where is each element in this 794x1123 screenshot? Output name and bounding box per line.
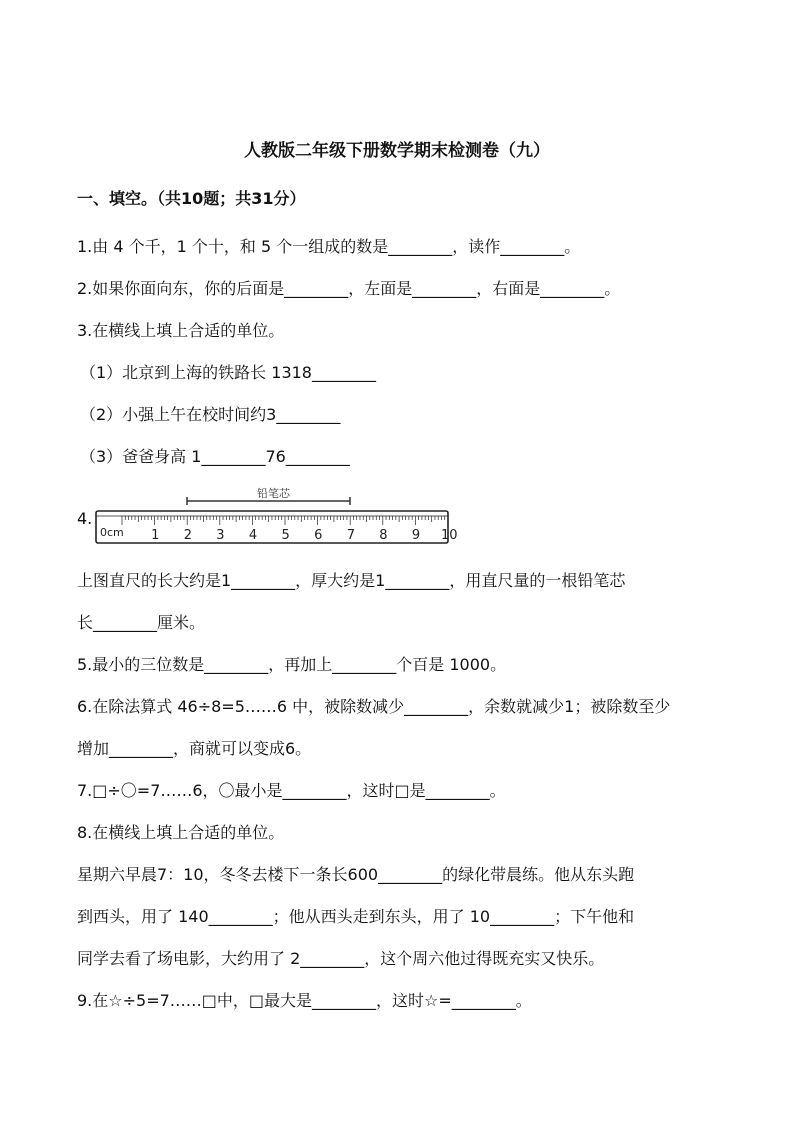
ruler-tick-label: 9 [411, 528, 421, 543]
ruler-illustration [92, 485, 472, 555]
ruler-tick-label: 6 [314, 528, 323, 543]
question-8-line-1: 星期六早晨7：10，冬冬去楼下一条长600________的绿化带晨练。他从东头跑 [77, 865, 635, 884]
question-4-number: 4. [77, 509, 93, 528]
question-4-text-2: 长________厘米。 [77, 613, 206, 632]
question-8-line-3: 同学去看了场电影，大约用了 2________，这个周六他过得既充实又快乐。 [77, 949, 605, 968]
ruler-tick-label: 1 [151, 528, 160, 543]
question-7: 7.□÷〇=7……6，〇最小是________，这时□是________。 [77, 781, 506, 800]
question-3-part-2: （2）小强上午在校时间约3________ [80, 405, 341, 424]
question-5: 5.最小的三位数是________，再加上________个百是 1000。 [77, 655, 507, 674]
question-6-line-1: 6.在除法算式 46÷8=5……6 中，被除数减少________，余数就减少1；被除数至少 [77, 697, 671, 716]
ruler-unit-label: 0cm [100, 526, 124, 539]
ruler-tick-label: 4 [248, 528, 258, 543]
question-1: 1.由 4 个千，1 个十，和 5 个一组成的数是________，读作________。 [77, 237, 581, 256]
question-8-line-2: 到西头，用了 140________；他从西头走到东头，用了 10________；下午他和 [77, 907, 635, 926]
ruler-tick-label: 10 [441, 528, 458, 543]
section-heading: 一、填空。（共10题；共31分） [77, 189, 306, 208]
pencil-lead-label: 铅笔芯 [257, 487, 290, 500]
question-8: 8.在横线上填上合适的单位。 [77, 823, 285, 842]
question-3-part-1: （1）北京到上海的铁路长 1318________ [80, 363, 376, 382]
ruler-tick-label: 2 [183, 528, 192, 543]
ruler-tick-label: 5 [281, 528, 290, 543]
page-title: 人教版二年级下册数学期末检测卷（九） [244, 141, 550, 161]
question-3-part-3: （3）爸爸身高 1________76________ [80, 447, 350, 466]
ruler-tick-label: 3 [216, 528, 225, 543]
question-2: 2.如果你面向东，你的后面是________，左面是________，右面是________。 [77, 279, 621, 298]
ruler-tick-label: 8 [379, 528, 388, 543]
question-6-line-2: 增加________，商就可以变成6。 [77, 739, 312, 758]
question-4-text-1: 上图直尺的长大约是1________，厚大约是1________，用直尺量的一根铅笔芯 [77, 571, 626, 590]
ruler-tick-label: 7 [346, 528, 355, 543]
question-3: 3.在横线上填上合适的单位。 [77, 321, 285, 340]
question-9: 9.在☆÷5=7……□中，□最大是________，这时☆=________。 [77, 991, 532, 1010]
